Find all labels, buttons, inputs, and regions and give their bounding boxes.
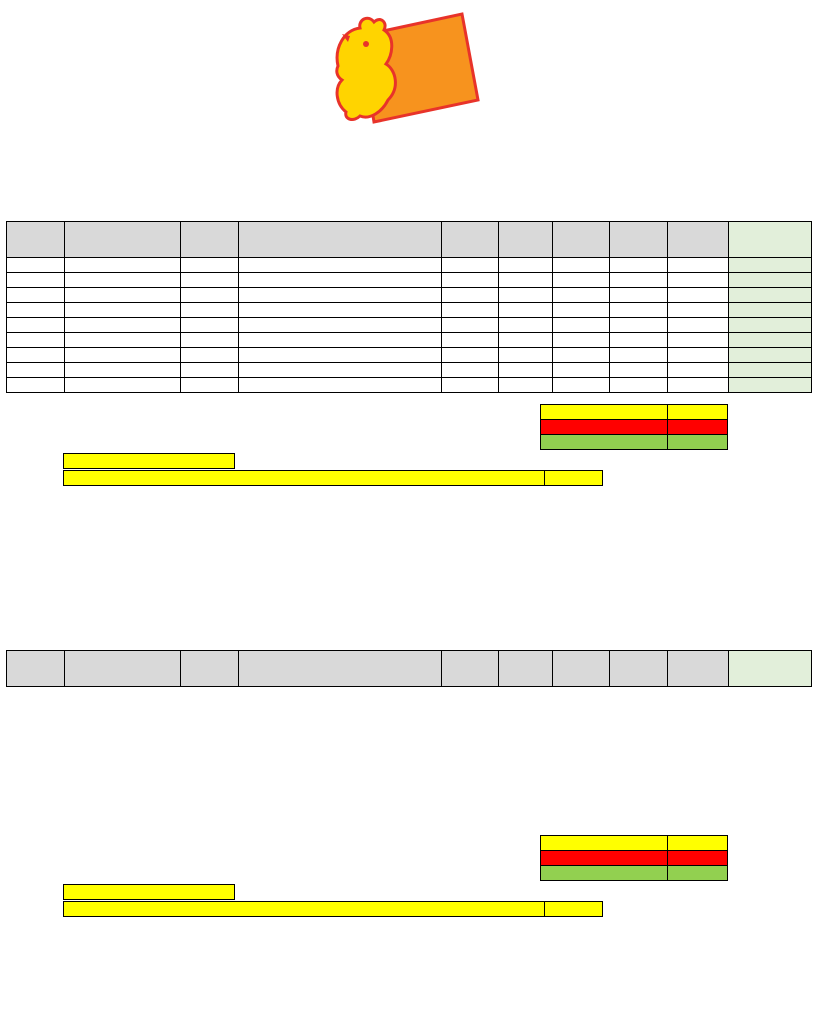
summary-total-harga-jual-value: [668, 851, 728, 866]
cell-harga-modal-ekor: [668, 258, 729, 273]
cell-ket-satuan: [728, 273, 811, 288]
mafaaza-chicken-logo: [330, 8, 480, 126]
cell-harga-stokis: [442, 303, 499, 318]
cell-no: [7, 303, 65, 318]
col-no: [7, 222, 65, 258]
cell-harga-modal-potong: [552, 288, 610, 303]
cell-ukuran: [181, 273, 239, 288]
cell-potongan-ayam: [610, 258, 668, 273]
col-ket-satuan: [728, 222, 811, 258]
cell-harga-modal-ekor: [668, 333, 729, 348]
cell-ket-satuan: [728, 363, 811, 378]
col-harga-stokis: [442, 222, 499, 258]
cell-ket-satuan: [728, 303, 811, 318]
col-harga-modal-potong: [552, 222, 610, 258]
cell-ket-satuan: [728, 258, 811, 273]
summary-margin-label: [541, 866, 668, 881]
cell-harga-modal-potong: [552, 273, 610, 288]
cell-no: [7, 378, 65, 393]
table-row: [7, 303, 812, 318]
cell-satuan: [499, 318, 553, 333]
col-satuan: [499, 651, 553, 687]
cell-potongan-ayam: [610, 333, 668, 348]
table-header-row: [7, 651, 812, 687]
cell-ket: [238, 363, 442, 378]
cell-harga-stokis: [442, 333, 499, 348]
cell-ukuran: [181, 258, 239, 273]
total-label: [64, 471, 545, 486]
cell-satuan: [499, 348, 553, 363]
cell-item: [64, 303, 180, 318]
cell-ukuran: [181, 363, 239, 378]
section2-summary: [540, 835, 728, 881]
table-row: [7, 288, 812, 303]
col-harga-stokis: [442, 651, 499, 687]
cell-harga-modal-ekor: [668, 378, 729, 393]
cell-ket: [238, 273, 442, 288]
col-no: [7, 651, 65, 687]
col-item: [64, 222, 180, 258]
col-ket-satuan: [728, 651, 811, 687]
summary-total-harga-jual-label: [541, 420, 668, 435]
cell-harga-modal-ekor: [668, 348, 729, 363]
cell-ket-satuan: [728, 318, 811, 333]
summary-jumlah-modal-value: [668, 836, 728, 851]
cell-ket-satuan: [728, 333, 811, 348]
cell-ukuran: [181, 333, 239, 348]
section1-harga-jual-table: [63, 470, 603, 486]
section2-harga-jual-table: [63, 901, 603, 917]
table-header-row: [7, 222, 812, 258]
cell-harga-stokis: [442, 378, 499, 393]
table-row: [7, 273, 812, 288]
cell-potongan-ayam: [610, 288, 668, 303]
cell-no: [7, 348, 65, 363]
section1-summary: [540, 404, 728, 450]
col-harga-modal-potong: [552, 651, 610, 687]
col-ket: [238, 222, 442, 258]
section1-cost-table: [6, 221, 812, 393]
cell-potongan-ayam: [610, 378, 668, 393]
cell-harga-stokis: [442, 318, 499, 333]
cell-satuan: [499, 288, 553, 303]
summary-margin-label: [541, 435, 668, 450]
cell-harga-modal-ekor: [668, 288, 729, 303]
cell-satuan: [499, 273, 553, 288]
cell-ket: [238, 303, 442, 318]
table-row: [7, 318, 812, 333]
section2-cost-table: [6, 650, 812, 687]
total-row: [64, 902, 603, 917]
cell-ukuran: [181, 378, 239, 393]
cell-potongan-ayam: [610, 303, 668, 318]
cell-harga-modal-potong: [552, 363, 610, 378]
cell-harga-modal-ekor: [668, 318, 729, 333]
summary-total-harga-jual-label: [541, 851, 668, 866]
col-ukuran: [181, 222, 239, 258]
cell-potongan-ayam: [610, 318, 668, 333]
summary-jumlah-modal-label: [541, 836, 668, 851]
cell-satuan: [499, 363, 553, 378]
cell-potongan-ayam: [610, 348, 668, 363]
total-value: [545, 471, 603, 486]
col-harga-modal-ekor: [668, 222, 729, 258]
total-row: [64, 471, 603, 486]
cell-no: [7, 318, 65, 333]
table-row: [7, 258, 812, 273]
cell-item: [64, 363, 180, 378]
section1-harga-jual-title: [63, 453, 235, 469]
cell-harga-modal-potong: [552, 303, 610, 318]
cell-no: [7, 333, 65, 348]
summary-margin-value: [668, 435, 728, 450]
cell-no: [7, 363, 65, 378]
cell-ket: [238, 348, 442, 363]
cell-item: [64, 273, 180, 288]
cell-harga-stokis: [442, 258, 499, 273]
cell-harga-modal-ekor: [668, 303, 729, 318]
cell-potongan-ayam: [610, 363, 668, 378]
cell-no: [7, 258, 65, 273]
total-label: [64, 902, 545, 917]
cell-item: [64, 378, 180, 393]
table-row: [7, 378, 812, 393]
cell-harga-modal-potong: [552, 258, 610, 273]
cell-satuan: [499, 333, 553, 348]
cell-item: [64, 348, 180, 363]
summary-jumlah-modal-value: [668, 405, 728, 420]
cell-ukuran: [181, 303, 239, 318]
cell-ket: [238, 258, 442, 273]
total-value: [545, 902, 603, 917]
col-ket: [238, 651, 442, 687]
summary-margin-value: [668, 866, 728, 881]
cell-harga-stokis: [442, 288, 499, 303]
cell-satuan: [499, 258, 553, 273]
cell-harga-modal-ekor: [668, 363, 729, 378]
section2-harga-jual-title: [63, 884, 235, 900]
table-row: [7, 333, 812, 348]
cell-harga-stokis: [442, 363, 499, 378]
cell-harga-modal-ekor: [668, 273, 729, 288]
cell-item: [64, 318, 180, 333]
cell-harga-modal-potong: [552, 348, 610, 363]
cell-item: [64, 288, 180, 303]
cell-ket-satuan: [728, 348, 811, 363]
cell-harga-modal-potong: [552, 378, 610, 393]
cell-ket: [238, 288, 442, 303]
cell-no: [7, 288, 65, 303]
cell-ket-satuan: [728, 378, 811, 393]
col-item: [64, 651, 180, 687]
col-potongan-ayam: [610, 222, 668, 258]
cell-harga-stokis: [442, 348, 499, 363]
col-satuan: [499, 222, 553, 258]
cell-ket: [238, 333, 442, 348]
summary-total-harga-jual-value: [668, 420, 728, 435]
col-potongan-ayam: [610, 651, 668, 687]
cell-ket-satuan: [728, 288, 811, 303]
cell-no: [7, 273, 65, 288]
cell-satuan: [499, 378, 553, 393]
cell-ukuran: [181, 288, 239, 303]
cell-harga-stokis: [442, 273, 499, 288]
summary-jumlah-modal-label: [541, 405, 668, 420]
cell-ukuran: [181, 348, 239, 363]
cell-ket: [238, 318, 442, 333]
cell-satuan: [499, 303, 553, 318]
cell-potongan-ayam: [610, 273, 668, 288]
cell-harga-modal-potong: [552, 333, 610, 348]
col-ukuran: [181, 651, 239, 687]
col-harga-modal-ekor: [668, 651, 729, 687]
cell-ukuran: [181, 318, 239, 333]
cell-item: [64, 258, 180, 273]
cell-item: [64, 333, 180, 348]
cell-ket: [238, 378, 442, 393]
table-row: [7, 363, 812, 378]
cell-harga-modal-potong: [552, 318, 610, 333]
table-row: [7, 348, 812, 363]
